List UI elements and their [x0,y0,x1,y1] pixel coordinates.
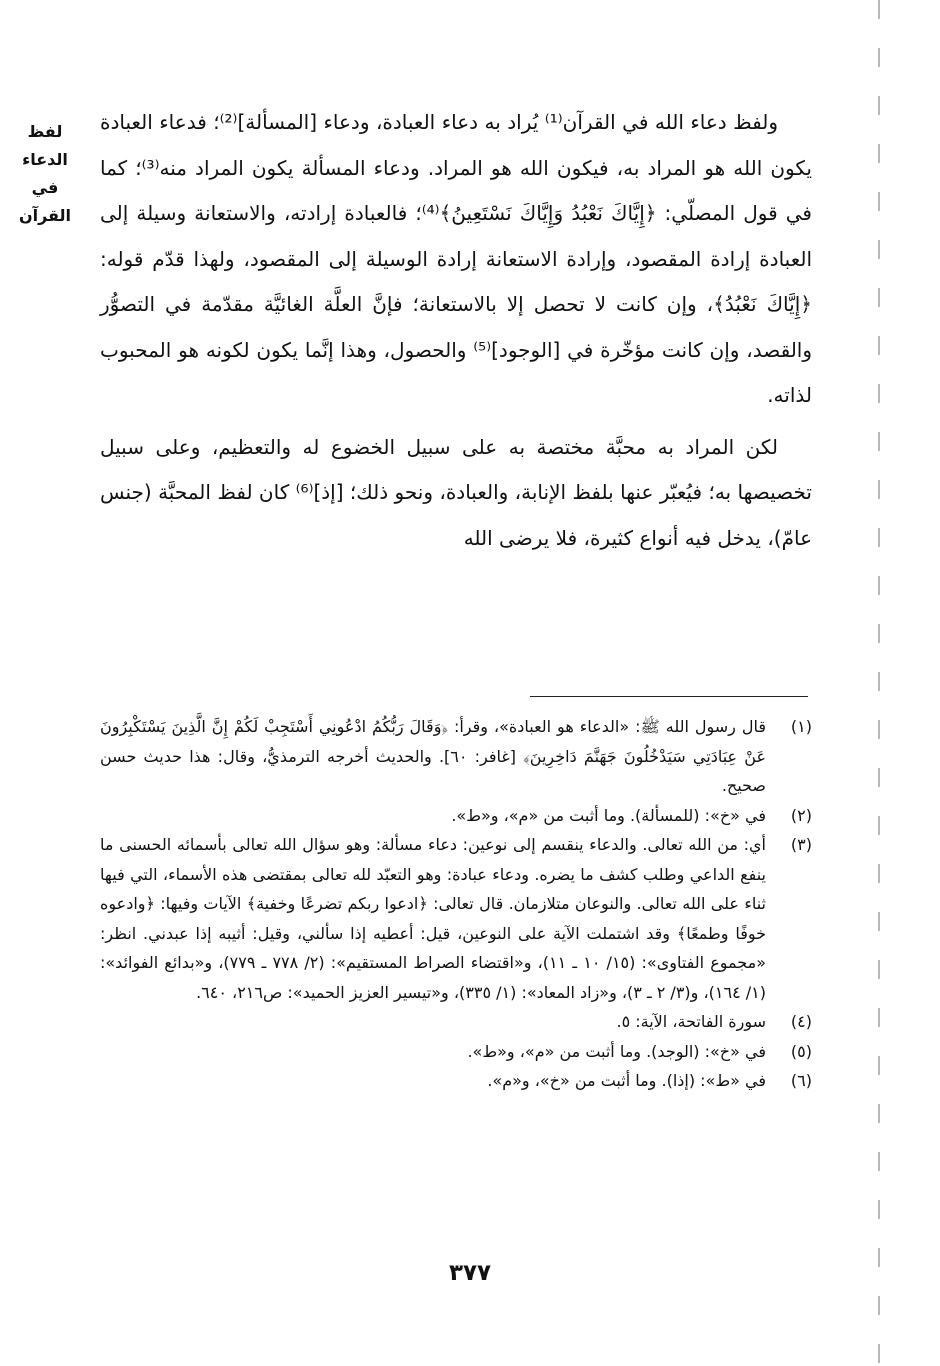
footnote-number: (٣) [790,835,812,854]
footnote-text: في «خ»: (الوجد). وما أثبت من «م»، و«ط». [467,1041,766,1061]
paragraph-2: لكن المراد به محبَّة مختصة به على سبيل الخضوع له والتعظيم، وعلى سبيل تخصيصها به؛ فيُعبّر عنها بلفظ الإنابة، والعبادة، ونحو ذلك؛ [إذ]⁽⁶⁾ كان لفظ المحبَّة (جنس عامّ)، يدخل فيه أنواع كثيرة، فلا يرضى الله [100,434,813,550]
footnote-number: (٢) [790,805,812,825]
footnote-number: (٤) [790,1012,812,1031]
footnote-number: (٥) [790,1041,812,1061]
footnote-text: قال رسول الله ﷺ: «الدعاء هو العبادة»، وقرأ: ﴿وَقَالَ رَبُّكُمُ ادْعُونِي أَسْتَجِبْ لَكُمْ إِنَّ الَّذِينَ يَسْتَكْبِرُونَ عَنْ عِبَادَتِي سَيَدْخُلُونَ جَهَنَّمَ دَاخِرِينَ﴾ [غافر: ٦٠]. والحديث أخرجه الترمذيُّ، وقال: هذا حديث حسن صحيح. [100,717,766,795]
footnote-text: في «خ»: (للمسألة). وما أثبت من «م»، و«ط». [451,805,766,825]
margin-dotted-guide [878,0,880,1366]
footnote-2 [100,801,812,831]
footnote-6 [100,1066,812,1096]
footnote-number: (٦) [790,1071,812,1090]
margin-note: لفظ الدعاء في القرآن [18,122,72,225]
footnote-text: سورة الفاتحة، الآية: ٥. [616,1012,766,1031]
footnote-separator [530,696,808,697]
paragraph-1: ولفظ دعاء الله في القرآن⁽¹⁾ يُراد به دعاء العبادة، ودعاء [المسألة]⁽²⁾؛ فدعاء العبادة يكون الله هو المراد به، فيكون الله هو المراد. ودعاء المسألة يكون المراد منه⁽³⁾؛ كما في قول المصلّي: ﴿إِيَّاكَ نَعْبُدُ وَإِيَّاكَ نَسْتَعِينُ﴾⁽⁴⁾؛ فالعبادة إرادته، والاستعانة وسيلة إلى العبادة إرادة المقصود، وإرادة الاستعانة إرادة الوسيلة إلى المقصود، ولهذا قدّم قوله: ﴿إِيَّاكَ نَعْبُدُ﴾، وإن كانت لا تحصل إلا بالاستعانة؛ فإنَّ العلَّة الغائيَّة مقدّمة في التصوُّر والقصد، وإن كانت مؤخّرة في [الوجود]⁽⁵⁾ والحصول، وهذا إنَّما يكون لكونه هو المحبوب لذاته. [100,110,813,407]
footnote-5 [100,1037,812,1067]
footnote-text: أي: من الله تعالى. والدعاء ينقسم إلى نوعين: دعاء مسألة: وهو سؤال الله تعالى بأسمائه الحسنى ما ينفع الداعي وطلب كشف ما يضره. ودعاء عبادة: وهو التعبّد لله تعالى بمقتضى هذه الأسماء، التي فيها ثناء على الله تعالى. والنوعان متلازمان. قال تعالى: ﴿ادعوا ربكم تضرعًا وخفية﴾ الآيات وفيها: ﴿وادعوه خوفًا وطمعًا﴾ وقد اشتملت الآية على النوعين، قيل: أعطيه إذا سألني، وقيل: أثيبه إذا عبدني. انظر: «مجموع الفتاوى»: (١٥/ ١٠ ـ ١١)، و«اقتضاء الصراط المستقيم»: (٢/ ٧٧٨ ـ ٧٧٩)، و«بدائع الفوائد»: (١/ ١٦٤)، و(٣/ ٢ ـ ٣)، و«زاد المعاد»: (١/ ٣٣٥)، و«تيسير العزيز الحميد»: ص٢١٦، ٦٤٠. [100,835,766,1002]
footnotes [100,712,812,1096]
footnote-number: (١) [790,717,812,736]
footnote-1 [100,712,812,801]
main-text [100,100,812,561]
page-number: ٣٧٧ [448,1260,492,1286]
footnote-text: في «ط»: (إذا). وما أثبت من «خ»، و«م». [487,1071,766,1090]
footnote-4 [100,1007,812,1037]
footnote-3 [100,830,812,1007]
